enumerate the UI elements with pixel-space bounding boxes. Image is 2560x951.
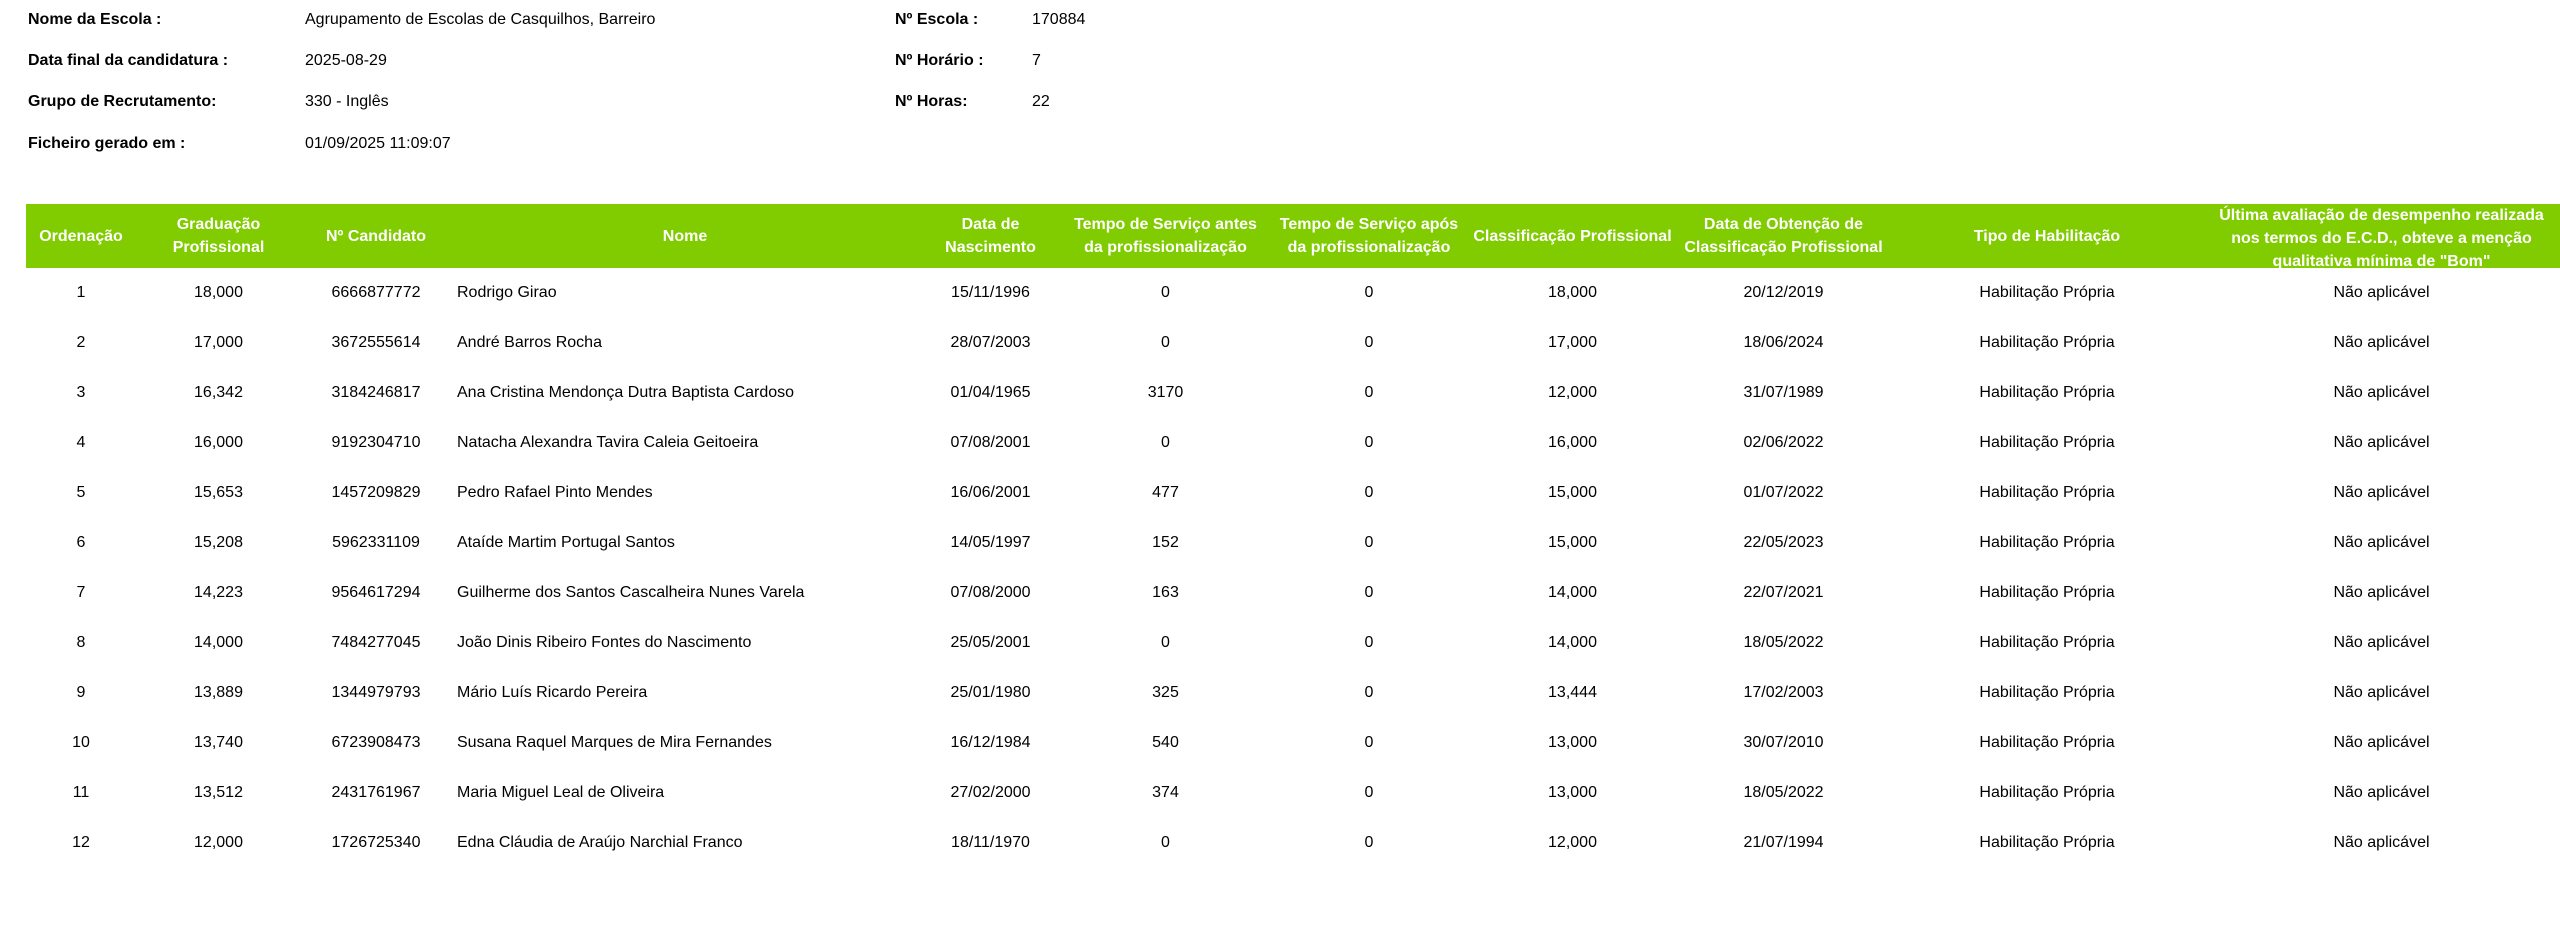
cell-nascimento: 07/08/2000 xyxy=(950,584,1031,601)
cell-tipo-habilitacao: Habilitação Própria xyxy=(1979,784,2115,801)
cell-nascimento: 18/11/1970 xyxy=(951,834,1030,851)
cell-classificacao: 13,444 xyxy=(1548,684,1597,701)
deadline-value: 2025-08-29 xyxy=(305,52,387,69)
table-row xyxy=(26,718,2560,768)
cell-ordenacao: 10 xyxy=(72,734,90,751)
table-row xyxy=(26,318,2560,368)
table-row xyxy=(26,418,2560,468)
cell-classificacao: 15,000 xyxy=(1548,484,1597,501)
cell-tempo-apos: 0 xyxy=(1364,534,1374,551)
cell-tempo-apos: 0 xyxy=(1364,434,1374,451)
cell-avaliacao: Não aplicável xyxy=(2333,684,2430,701)
cell-tempo-antes: 374 xyxy=(1152,784,1179,801)
cell-graduacao: 16,000 xyxy=(194,434,243,451)
cell-graduacao: 13,889 xyxy=(194,684,243,701)
cell-graduacao: 18,000 xyxy=(194,284,243,301)
cell-tempo-apos: 0 xyxy=(1364,284,1374,301)
deadline-label: Data final da candidatura : xyxy=(28,52,229,69)
cell-classificacao: 15,000 xyxy=(1548,534,1597,551)
cell-ordenacao: 12 xyxy=(72,834,90,851)
cell-avaliacao: Não aplicável xyxy=(2333,784,2430,801)
cell-nome: Pedro Rafael Pinto Mendes xyxy=(457,484,653,501)
file-generated-label: Ficheiro gerado em : xyxy=(28,135,186,152)
cell-candidato: 3184246817 xyxy=(331,384,421,401)
school-number-value: 170884 xyxy=(1032,11,1086,28)
cell-data-obtencao: 18/06/2024 xyxy=(1743,334,1824,351)
cell-ordenacao: 7 xyxy=(76,584,86,601)
cell-nome: Natacha Alexandra Tavira Caleia Geitoeira xyxy=(457,434,759,451)
cell-tipo-habilitacao: Habilitação Própria xyxy=(1979,434,2115,451)
cell-tempo-apos: 0 xyxy=(1364,784,1374,801)
cell-nome: Ataíde Martim Portugal Santos xyxy=(457,534,675,551)
cell-data-obtencao: 01/07/2022 xyxy=(1743,484,1824,501)
cell-tempo-apos: 0 xyxy=(1364,834,1374,851)
cell-candidato: 1344979793 xyxy=(331,684,421,701)
cell-data-obtencao: 22/07/2021 xyxy=(1743,584,1824,601)
school-number-label: Nº Escola : xyxy=(895,11,979,28)
table-row xyxy=(26,618,2560,668)
cell-candidato: 5962331109 xyxy=(332,534,420,551)
cell-data-obtencao: 30/07/2010 xyxy=(1743,734,1824,751)
cell-data-obtencao: 21/07/1994 xyxy=(1743,834,1824,851)
cell-nascimento: 25/01/1980 xyxy=(950,684,1031,701)
cell-nome: Maria Miguel Leal de Oliveira xyxy=(457,784,665,801)
recruitment-group-value: 330 - Inglês xyxy=(305,93,389,110)
header-tempo-apos: Tempo de Serviço após da profissionalização xyxy=(1269,204,1469,268)
cell-nascimento: 25/05/2001 xyxy=(950,634,1031,651)
cell-avaliacao: Não aplicável xyxy=(2333,834,2430,851)
cell-ordenacao: 1 xyxy=(76,284,86,301)
cell-tipo-habilitacao: Habilitação Própria xyxy=(1979,734,2115,751)
cell-ordenacao: 3 xyxy=(76,384,86,401)
cell-ordenacao: 8 xyxy=(76,634,86,651)
cell-tempo-antes: 163 xyxy=(1152,584,1179,601)
cell-tipo-habilitacao: Habilitação Própria xyxy=(1979,684,2115,701)
header-data-obtencao: Data de Obtenção de Classificação Profissional xyxy=(1676,204,1891,268)
cell-candidato: 9192304710 xyxy=(331,434,421,451)
cell-classificacao: 14,000 xyxy=(1548,634,1597,651)
cell-tempo-apos: 0 xyxy=(1364,484,1374,501)
cell-classificacao: 16,000 xyxy=(1548,434,1597,451)
table-row xyxy=(26,268,2560,318)
hours-label: Nº Horas: xyxy=(895,93,968,110)
cell-data-obtencao: 18/05/2022 xyxy=(1743,634,1824,651)
cell-graduacao: 13,512 xyxy=(194,784,243,801)
cell-nome: Rodrigo Girao xyxy=(457,284,557,301)
cell-tipo-habilitacao: Habilitação Própria xyxy=(1979,384,2115,401)
cell-candidato: 1457209829 xyxy=(331,484,421,501)
header-ordenacao: Ordenação xyxy=(26,204,136,268)
cell-nome: Ana Cristina Mendonça Dutra Baptista Cardoso xyxy=(457,384,795,401)
cell-nome: Susana Raquel Marques de Mira Fernandes xyxy=(457,734,772,751)
cell-nascimento: 27/02/2000 xyxy=(950,784,1031,801)
cell-candidato: 9564617294 xyxy=(331,584,421,601)
cell-data-obtencao: 20/12/2019 xyxy=(1743,284,1824,301)
cell-data-obtencao: 22/05/2023 xyxy=(1743,534,1824,551)
cell-tempo-apos: 0 xyxy=(1364,734,1374,751)
cell-graduacao: 17,000 xyxy=(194,334,243,351)
cell-tempo-apos: 0 xyxy=(1364,334,1374,351)
cell-graduacao: 14,000 xyxy=(194,634,243,651)
cell-ordenacao: 4 xyxy=(76,434,86,451)
cell-data-obtencao: 02/06/2022 xyxy=(1743,434,1824,451)
cell-ordenacao: 5 xyxy=(76,484,86,501)
cell-avaliacao: Não aplicável xyxy=(2333,384,2430,401)
table-row xyxy=(26,518,2560,568)
cell-avaliacao: Não aplicável xyxy=(2333,634,2430,651)
cell-tempo-apos: 0 xyxy=(1364,684,1374,701)
cell-classificacao: 14,000 xyxy=(1548,584,1597,601)
cell-classificacao: 12,000 xyxy=(1548,834,1597,851)
cell-nascimento: 28/07/2003 xyxy=(950,334,1031,351)
cell-ordenacao: 6 xyxy=(76,534,86,551)
cell-graduacao: 13,740 xyxy=(194,734,243,751)
header-graduacao: Graduação Profissional xyxy=(136,204,301,268)
cell-tipo-habilitacao: Habilitação Própria xyxy=(1979,484,2115,501)
cell-tempo-apos: 0 xyxy=(1364,634,1374,651)
hours-value: 22 xyxy=(1032,93,1050,110)
cell-tempo-antes: 540 xyxy=(1152,734,1179,751)
header-candidato: Nº Candidato xyxy=(301,204,451,268)
cell-avaliacao: Não aplicável xyxy=(2333,484,2430,501)
cell-candidato: 6666877772 xyxy=(331,284,421,301)
cell-graduacao: 14,223 xyxy=(194,584,243,601)
schedule-number-label: Nº Horário : xyxy=(895,52,984,69)
table-row xyxy=(26,468,2560,518)
cell-nascimento: 16/12/1984 xyxy=(950,734,1031,751)
cell-nascimento: 14/05/1997 xyxy=(950,534,1031,551)
cell-classificacao: 17,000 xyxy=(1548,334,1597,351)
cell-tempo-antes: 0 xyxy=(1161,634,1170,651)
cell-nome: Mário Luís Ricardo Pereira xyxy=(457,684,648,701)
cell-tempo-antes: 0 xyxy=(1161,284,1170,301)
cell-tipo-habilitacao: Habilitação Própria xyxy=(1979,584,2115,601)
cell-classificacao: 13,000 xyxy=(1548,734,1597,751)
cell-nome: André Barros Rocha xyxy=(457,334,602,351)
cell-data-obtencao: 18/05/2022 xyxy=(1743,784,1824,801)
cell-tempo-antes: 3170 xyxy=(1147,384,1184,401)
cell-nome: Edna Cláudia de Araújo Narchial Franco xyxy=(457,834,743,851)
cell-tempo-apos: 0 xyxy=(1364,384,1374,401)
header-classificacao: Classificação Profissional xyxy=(1469,204,1676,268)
table-body xyxy=(26,268,2560,868)
cell-ordenacao: 2 xyxy=(76,334,86,351)
schedule-number-value: 7 xyxy=(1032,52,1041,69)
cell-avaliacao: Não aplicável xyxy=(2333,284,2430,301)
cell-nascimento: 07/08/2001 xyxy=(950,434,1031,451)
table-row xyxy=(26,768,2560,818)
cell-classificacao: 18,000 xyxy=(1548,284,1597,301)
header-tipo-habilitacao: Tipo de Habilitação xyxy=(1891,204,2203,268)
cell-graduacao: 15,208 xyxy=(194,534,243,551)
cell-ordenacao: 11 xyxy=(72,784,90,801)
cell-avaliacao: Não aplicável xyxy=(2333,334,2430,351)
cell-avaliacao: Não aplicável xyxy=(2333,534,2430,551)
cell-tipo-habilitacao: Habilitação Própria xyxy=(1979,634,2115,651)
cell-tipo-habilitacao: Habilitação Própria xyxy=(1979,284,2115,301)
cell-candidato: 6723908473 xyxy=(331,734,421,751)
table-header-row xyxy=(26,204,2560,268)
header-nome: Nome xyxy=(451,204,919,268)
cell-tempo-antes: 0 xyxy=(1161,834,1170,851)
cell-candidato: 3672555614 xyxy=(331,334,421,351)
candidates-table xyxy=(26,204,2560,868)
cell-graduacao: 16,342 xyxy=(194,384,243,401)
table-row xyxy=(26,368,2560,418)
table-row xyxy=(26,668,2560,718)
recruitment-group-label: Grupo de Recrutamento: xyxy=(28,93,217,110)
cell-nome: João Dinis Ribeiro Fontes do Nascimento xyxy=(457,634,752,651)
cell-tipo-habilitacao: Habilitação Própria xyxy=(1979,534,2115,551)
cell-tempo-antes: 152 xyxy=(1152,534,1179,551)
cell-graduacao: 12,000 xyxy=(194,834,243,851)
table-row xyxy=(26,568,2560,618)
cell-avaliacao: Não aplicável xyxy=(2333,434,2430,451)
cell-tempo-antes: 325 xyxy=(1152,684,1179,701)
school-name-value: Agrupamento de Escolas de Casquilhos, Barreiro xyxy=(305,11,656,28)
cell-tempo-antes: 477 xyxy=(1152,484,1179,501)
cell-tempo-apos: 0 xyxy=(1364,584,1374,601)
cell-nome: Guilherme dos Santos Cascalheira Nunes Varela xyxy=(457,584,805,601)
cell-candidato: 2431761967 xyxy=(331,784,421,801)
cell-tempo-antes: 0 xyxy=(1161,434,1170,451)
cell-ordenacao: 9 xyxy=(76,684,86,701)
cell-avaliacao: Não aplicável xyxy=(2333,734,2430,751)
cell-nascimento: 16/06/2001 xyxy=(950,484,1031,501)
file-generated-value: 01/09/2025 11:09:07 xyxy=(305,135,451,152)
cell-data-obtencao: 31/07/1989 xyxy=(1743,384,1824,401)
cell-data-obtencao: 17/02/2003 xyxy=(1743,684,1824,701)
cell-tipo-habilitacao: Habilitação Própria xyxy=(1979,834,2115,851)
school-name-label: Nome da Escola : xyxy=(28,11,162,28)
header-nascimento: Data de Nascimento xyxy=(919,204,1062,268)
cell-candidato: 1726725340 xyxy=(331,834,421,851)
cell-tempo-antes: 0 xyxy=(1161,334,1170,351)
cell-candidato: 7484277045 xyxy=(331,634,421,651)
header-avaliacao: Última avaliação de desempenho realizada nos termos do E.C.D., obteve a menção qualitativa mínima de "Bom" xyxy=(2203,204,2560,268)
cell-nascimento: 15/11/1996 xyxy=(951,284,1030,301)
cell-avaliacao: Não aplicável xyxy=(2333,584,2430,601)
cell-classificacao: 12,000 xyxy=(1548,384,1597,401)
cell-nascimento: 01/04/1965 xyxy=(950,384,1031,401)
cell-graduacao: 15,653 xyxy=(194,484,243,501)
cell-classificacao: 13,000 xyxy=(1548,784,1597,801)
header-tempo-antes: Tempo de Serviço antes da profissionalização xyxy=(1062,204,1269,268)
table-row xyxy=(26,818,2560,868)
cell-tipo-habilitacao: Habilitação Própria xyxy=(1979,334,2115,351)
